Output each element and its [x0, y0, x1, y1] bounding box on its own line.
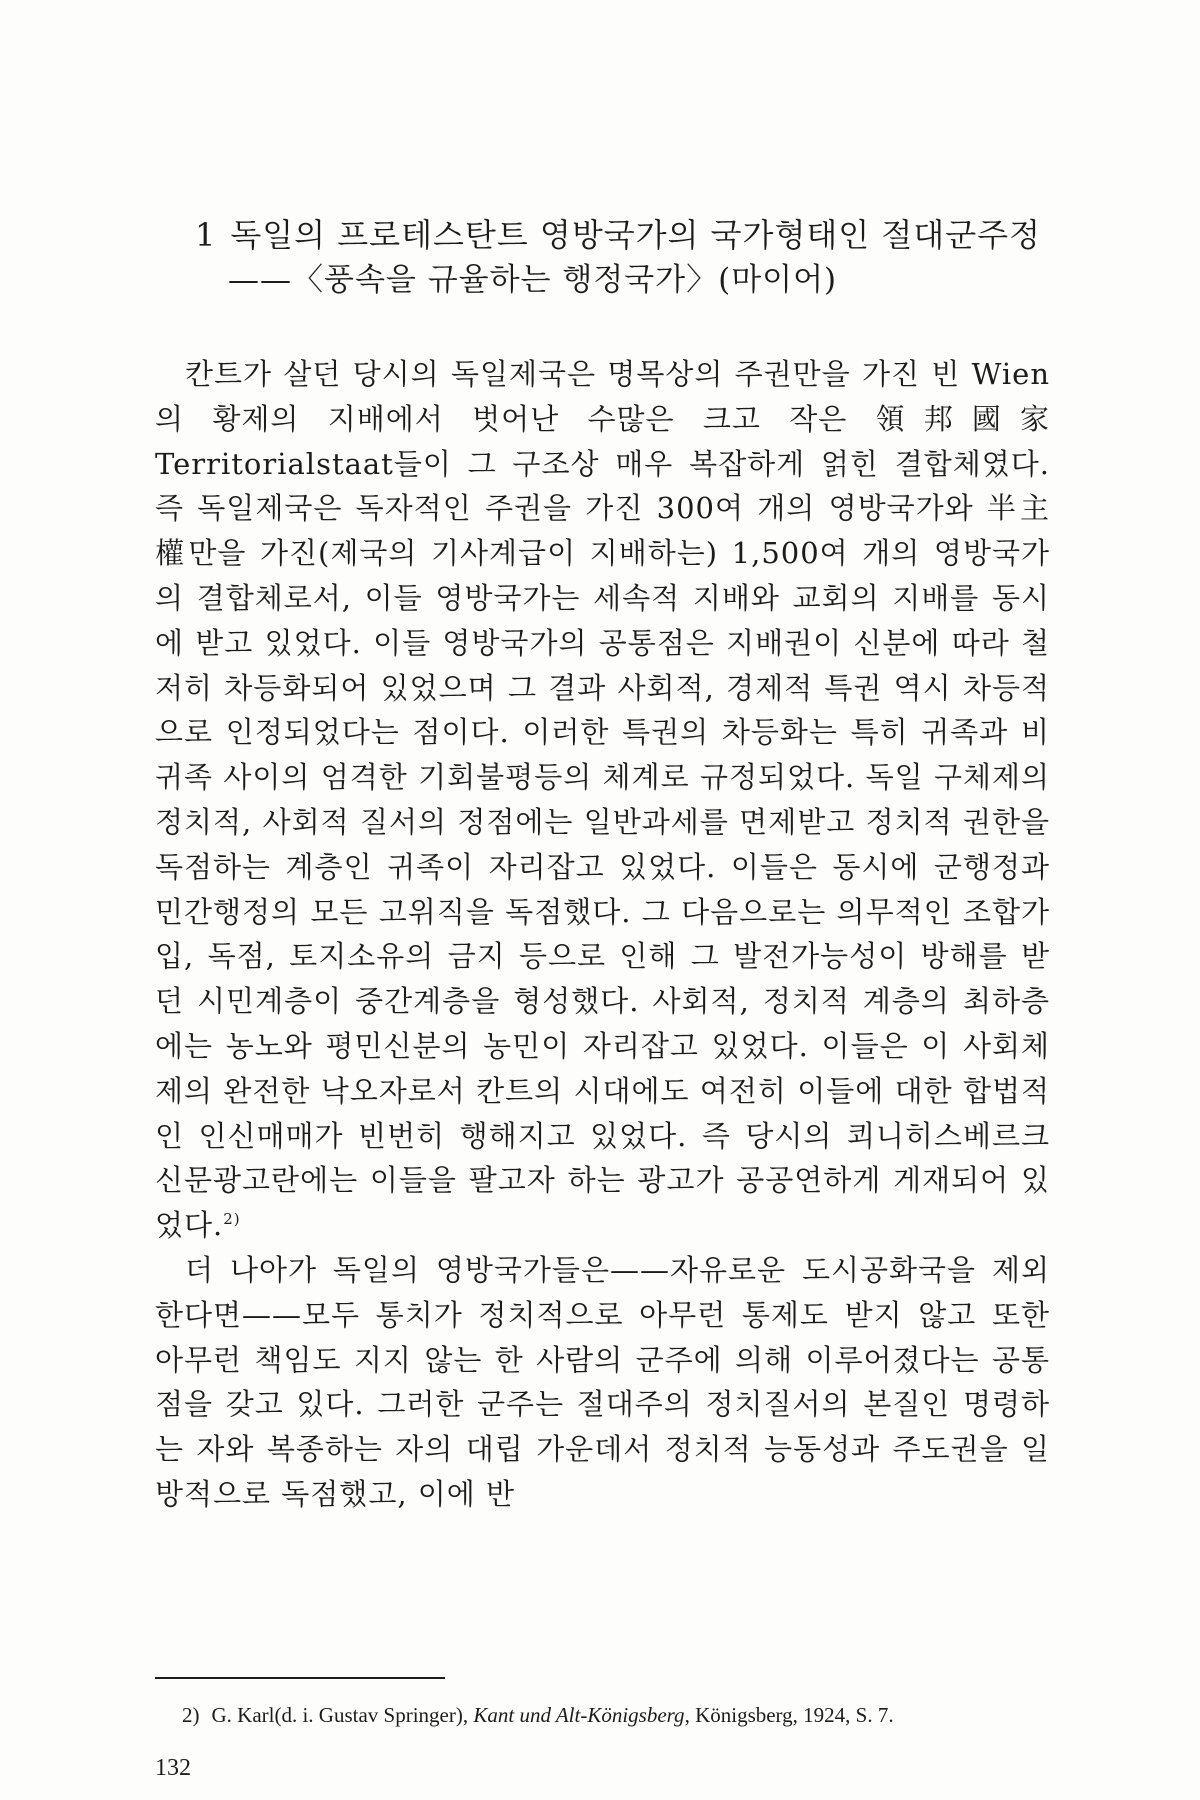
section-number: 1: [195, 216, 217, 254]
footnote-reference: 2): [223, 1210, 241, 1229]
section-title: 독일의 프로테스탄트 영방국가의 국가형태인 절대군주정: [230, 216, 1041, 254]
page-number: 132: [155, 1755, 191, 1781]
footnote-number: 2): [182, 1703, 200, 1727]
footnote: [182, 1700, 1062, 1730]
body-text: [155, 352, 1050, 1517]
section-heading: [195, 210, 1095, 260]
paragraph-text: 더 나아가 독일의 영방국가들은——자유로운 도시공화국을 제외한다면——모두 통치가 정치적으로 아무런 통제도 받지 않고 또한 아무런 책임도 지지 않는 한 사람의 군주에 의해 이루어졌다는 공통점을 갖고 있다. 그러한 군주는 절대주의 정치질서의 본질인 명령하는 자와 복종하는 자의 대립 가운데서 정치적 능동성과 주도권을 일방적으로 독점했고, 이에 반: [155, 1252, 1050, 1511]
section-subtitle: ——〈풍속을 규율하는 행정국가〉(마이어): [228, 262, 838, 298]
footnote-source: G. Karl(d. i. Gustav Springer),: [211, 1703, 469, 1727]
paragraph: [155, 1248, 1050, 1517]
footnote-book-title: Kant und Alt-Königsberg: [473, 1703, 685, 1727]
footnote-details: , Königsberg, 1924, S. 7.: [684, 1703, 894, 1727]
paragraph-text: 칸트가 살던 당시의 독일제국은 명목상의 주권만을 가진 빈 Wien의 황제의 지배에서 벗어난 수많은 크고 작은 領邦國家 Territorialstaat들이 그 구조상 매우 복잡하게 얽힌 결합체였다. 즉 독일제국은 독자적인 주권을 가진 300여 개의 영방국가와 半主權만을 가진(제국의 기사계급이 지배하는) 1,500여 개의 영방국가의 결합체로서, 이들 영방국가는 세속적 지배와 교회의 지배를 동시에 받고 있었다. 이들 영방국가의 공통점은 지배권이 신분에 따라 철저히 차등화되어 있었으며 그 결과 사회적, 경제적 특권 역시 차등적으로 인정되었다는 점이다. 이러한 특권의 차등화는 특히 귀족과 비귀족 사이의 엄격한 기회불평등의 체계로 규정되었다. 독일 구체제의 정치적, 사회적 질서의 정점에는 일반과세를 면제받고 정치적 권한을 독점하는 계층인 귀족이 자리잡고 있었다. 이들은 동시에 군행정과 민간행정의 모든 고위직을 독점했다. 그 다음으로는 의무적인 조합가입, 독점, 토지소유의 금지 등으로 인해 그 발전가능성이 방해를 받던 시민계층이 중간계층을 형성했다. 사회적, 정치적 계층의 최하층에는 농노와 평민신분의 농민이 자리잡고 있었다. 이들은 이 사회체제의 완전한 낙오자로서 칸트의 시대에도 여전히 이들에 대한 합법적인 인신매매가 빈번히 행해지고 있었다. 즉 당시의 쾨니히스베르크 신문광고란에는 이들을 팔고자 하는 광고가 공공연하게 게재되어 있었다.: [155, 357, 1050, 1243]
paragraph: [155, 352, 1050, 1248]
footnote-divider: [155, 1677, 445, 1679]
